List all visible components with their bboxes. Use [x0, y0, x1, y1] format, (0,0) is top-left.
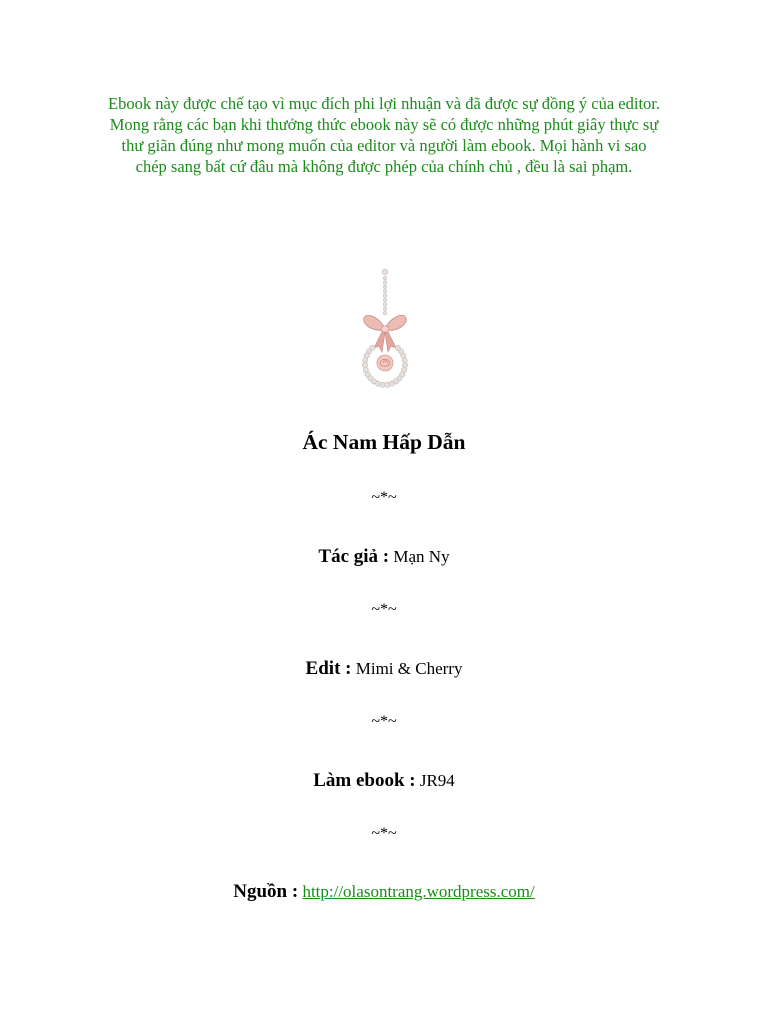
author-name: Mạn Ny: [393, 547, 450, 566]
author-label: Tác giả :: [318, 546, 390, 567]
source-link[interactable]: http://olasontrang.wordpress.com/: [302, 882, 535, 901]
author-line: [0, 546, 768, 568]
pearl: [383, 289, 387, 293]
pearl: [383, 285, 387, 289]
pearl: [364, 353, 369, 358]
pearl: [363, 358, 368, 363]
copyright-notice: Ebook này được chế tạo vì mục đích phi lợi nhuận và đã được sự đồng ý của editor. Mong rằng các bạn khi thưởng thức ebook này sẽ có được những phút giây thực sự thư giãn đúng như mong muốn của editor và người làm ebook. Mọi hành vi sao chép sang bất cứ đâu mà không được phép của chính chủ , đều là sai phạm.: [108, 94, 661, 176]
pearl: [383, 281, 387, 285]
pearl: [383, 311, 387, 315]
pearl-strand: [382, 269, 388, 315]
ebook-maker-name: JR94: [419, 771, 455, 790]
separator: ~*~: [371, 489, 397, 506]
ebook-label: Làm ebook :: [313, 770, 416, 791]
pearl: [402, 363, 407, 368]
edit-label: Edit :: [305, 658, 352, 679]
editor-names: Mimi & Cherry: [355, 659, 463, 678]
rose-icon: [377, 355, 393, 371]
pearl: [383, 307, 387, 311]
pearl: [383, 303, 387, 307]
pearl: [402, 367, 407, 372]
pearl-bow-pendant-icon: [354, 266, 416, 394]
book-title: Ác Nam Hấp Dẫn: [302, 430, 466, 454]
separator: ~*~: [371, 601, 397, 618]
ebook-maker-line: [0, 770, 768, 792]
separator: ~*~: [371, 825, 397, 842]
pearl: [383, 294, 387, 298]
pearl: [382, 269, 388, 275]
pearl: [395, 345, 400, 350]
pearl: [362, 363, 367, 368]
pearl: [402, 358, 407, 363]
source-label: Nguồn :: [233, 881, 299, 902]
pearl: [383, 298, 387, 302]
separator: ~*~: [371, 713, 397, 730]
editor-line: [0, 658, 768, 680]
source-line: [0, 881, 768, 903]
pearl: [383, 276, 387, 280]
